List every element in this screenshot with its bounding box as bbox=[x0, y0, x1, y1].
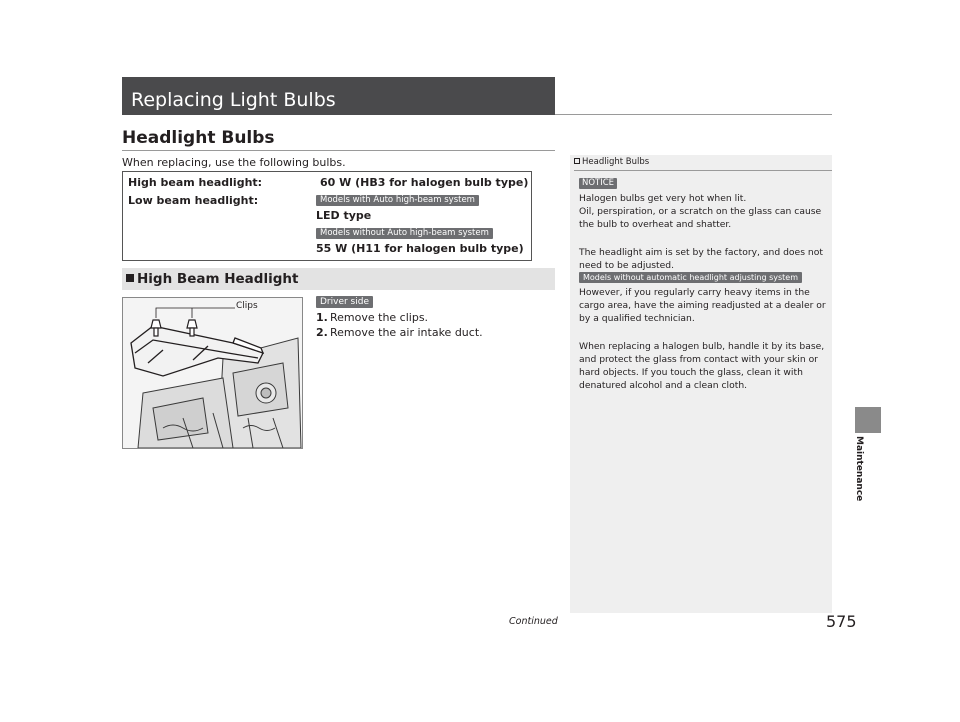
sidebar-title-text: Headlight Bulbs bbox=[582, 157, 650, 167]
square-bullet-icon bbox=[126, 274, 134, 282]
high-beam-label: High beam headlight: bbox=[128, 176, 263, 189]
low-beam-led-value: LED type bbox=[316, 209, 372, 222]
low-beam-halogen-value: 55 W (H11 for halogen bulb type) bbox=[316, 242, 524, 255]
intro-text: When replacing, use the following bulbs. bbox=[122, 156, 346, 169]
step-text: Remove the clips. bbox=[330, 311, 429, 324]
sidebar-rule bbox=[574, 170, 832, 171]
subsection-title-text: High Beam Headlight bbox=[137, 271, 299, 287]
chapter-tab-label: Maintenance bbox=[854, 436, 864, 502]
low-beam-label: Low beam headlight: bbox=[128, 194, 259, 207]
page-number: 575 bbox=[826, 612, 857, 631]
reference-box-icon bbox=[574, 158, 580, 164]
continued-label: Continued bbox=[509, 616, 558, 627]
halogen-handling-text: When replacing a halogen bulb, handle it by its base, and protect the glass from contact with your skin or hard objects. If you touch the glass, clean it with denatured alcohol and a clean cloth. bbox=[579, 341, 825, 391]
engine-bay-illustration bbox=[122, 297, 303, 449]
step-number: 1. bbox=[316, 311, 328, 324]
section-title: Headlight Bulbs bbox=[122, 128, 275, 148]
clips-callout-label: Clips bbox=[236, 301, 258, 311]
section-rule bbox=[122, 150, 555, 151]
notice-text: Halogen bulbs get very hot when lit. bbox=[579, 193, 747, 204]
aim-text: The headlight aim is set by the factory, and does not need to be adjusted. bbox=[579, 247, 823, 271]
subsection-title bbox=[126, 271, 298, 288]
notice-tag: NOTICE bbox=[579, 178, 617, 189]
high-beam-value: 60 W (HB3 for halogen bulb type) bbox=[320, 176, 529, 189]
engine-bay-drawing bbox=[123, 298, 303, 449]
notice-detail-text: Oil, perspiration, or a scratch on the glass can cause the bulb to overheat and shatter. bbox=[579, 206, 822, 230]
models-with-auto-high-beam-tag: Models with Auto high-beam system bbox=[316, 195, 479, 206]
heavy-items-text: However, if you regularly carry heavy items in the cargo area, have the aiming readjusted at a dealer or by a qualified technician. bbox=[579, 287, 826, 324]
header-rule bbox=[555, 114, 832, 115]
sidebar-title bbox=[574, 157, 649, 168]
step-item bbox=[316, 311, 428, 325]
step-text: Remove the air intake duct. bbox=[330, 326, 483, 339]
step-item bbox=[316, 326, 483, 340]
models-without-auto-adjust-tag: Models without automatic headlight adjusting system bbox=[579, 272, 802, 283]
models-without-auto-high-beam-tag: Models without Auto high-beam system bbox=[316, 228, 493, 239]
step-number: 2. bbox=[316, 326, 328, 339]
chapter-tab-marker bbox=[855, 407, 881, 433]
driver-side-tag: Driver side bbox=[316, 296, 373, 308]
chapter-title: Replacing Light Bulbs bbox=[131, 89, 336, 111]
